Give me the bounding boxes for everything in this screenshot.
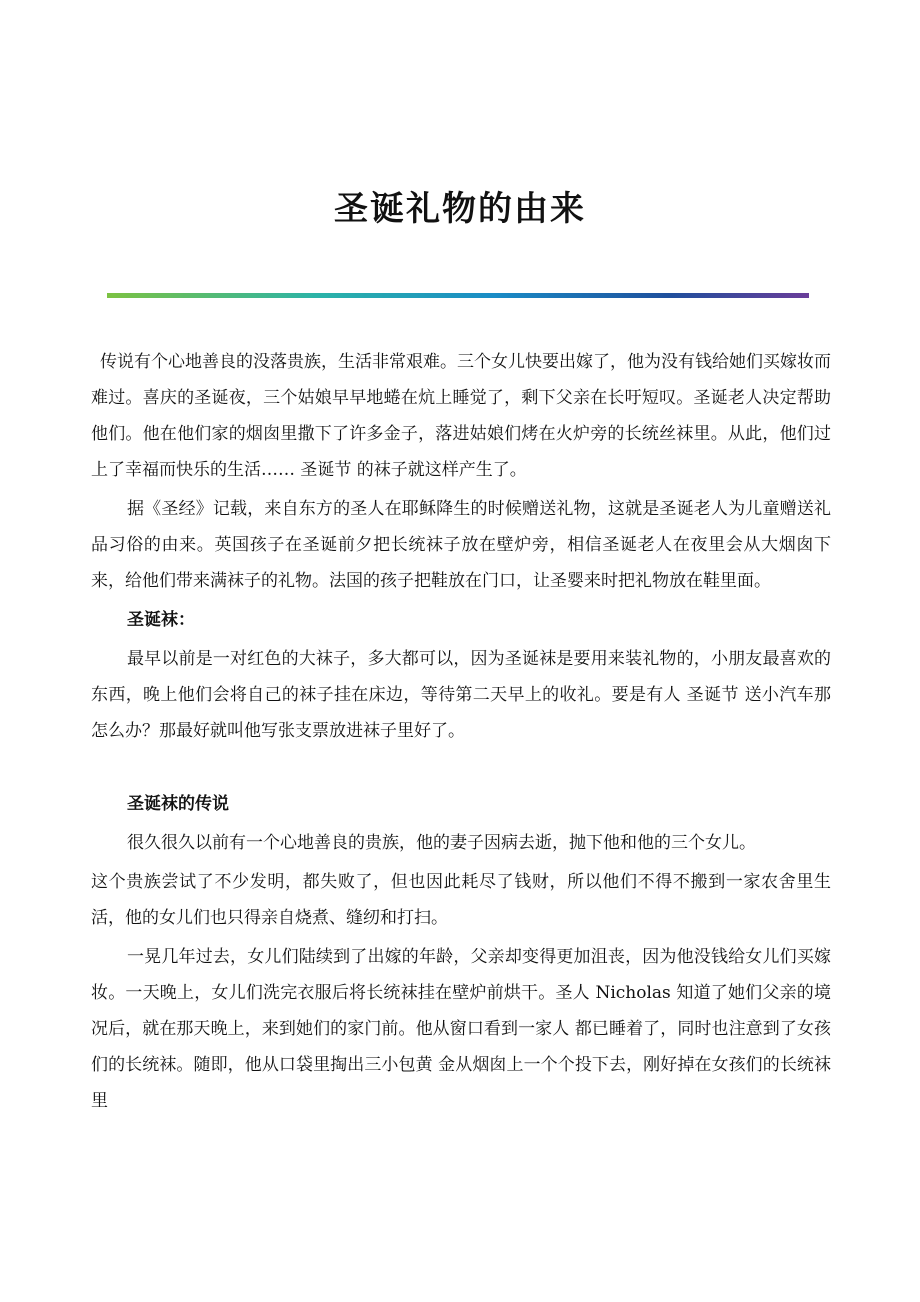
paragraph-farmhouse: 这个贵族尝试了不少发明，都失败了，但也因此耗尽了钱财，所以他们不得不搬到一家农舍里生活，他的女儿们也只得亲自烧煮、缝纫和打扫。 [91, 872, 831, 928]
paragraph-nicholas: 一晃几年过去，女儿们陆续到了出嫁的年龄，父亲却变得更加沮丧，因为他没钱给女儿们买嫁妆。一天晚上，女儿们洗完衣服后将长统袜挂在壁炉前烘干。圣人 Nicholas 知道了她们父亲的境况后，就在那天晚上，来到她们的家门前。他从窗口看到一家人 都已睡着了，同时也注意到了女孩们的长统袜。随即，他从口袋里掏出三小包黄 金从烟囱上一个个投下去，刚好掉在女孩们的长统袜里 [91, 947, 831, 1111]
section-heading-stocking-legend: 圣诞袜的传说 [127, 794, 229, 814]
paragraph-legend: 传说有个心地善良的没落贵族，生活非常艰难。三个女儿快要出嫁了，他为没有钱给她们买嫁妆而难过。喜庆的圣诞夜，三个姑娘早早地蜷在炕上睡觉了，剩下父亲在长吁短叹。圣诞老人决定帮助他们。他在他们家的烟囱里撒下了许多金子，落进姑娘们烤在火炉旁的长统丝袜里。从此，他们过上了幸福而快乐的生活…… 圣诞节 的袜子就这样产生了。 [91, 352, 831, 480]
spacer [91, 752, 831, 786]
paragraph-noble: 很久很久以前有一个心地善良的贵族，他的妻子因病去逝，抛下他和他的三个女儿。 [127, 833, 756, 853]
page-title: 圣诞礼物的由来 [334, 189, 586, 229]
article-body [91, 344, 831, 1122]
paragraph-stocking: 最早以前是一对红色的大袜子，多大都可以，因为圣诞袜是要用来装礼物的，小朋友最喜欢的东西，晚上他们会将自己的袜子挂在床边，等待第二天早上的收礼。要是有人 圣诞节 送小汽车那怎么办？那最好就叫他写张支票放进袜子里好了。 [91, 649, 831, 741]
section-heading-stocking: 圣诞袜： [127, 610, 195, 630]
title-divider [107, 293, 809, 298]
paragraph-bible: 据《圣经》记载，来自东方的圣人在耶稣降生的时候赠送礼物，这就是圣诞老人为儿童赠送礼品习俗的由来。英国孩子在圣诞前夕把长统袜子放在壁炉旁，相信圣诞老人在夜里会从大烟囱下来，给他们带来满袜子的礼物。法国的孩子把鞋放在门口，让圣婴来时把礼物放在鞋里面。 [91, 499, 831, 591]
